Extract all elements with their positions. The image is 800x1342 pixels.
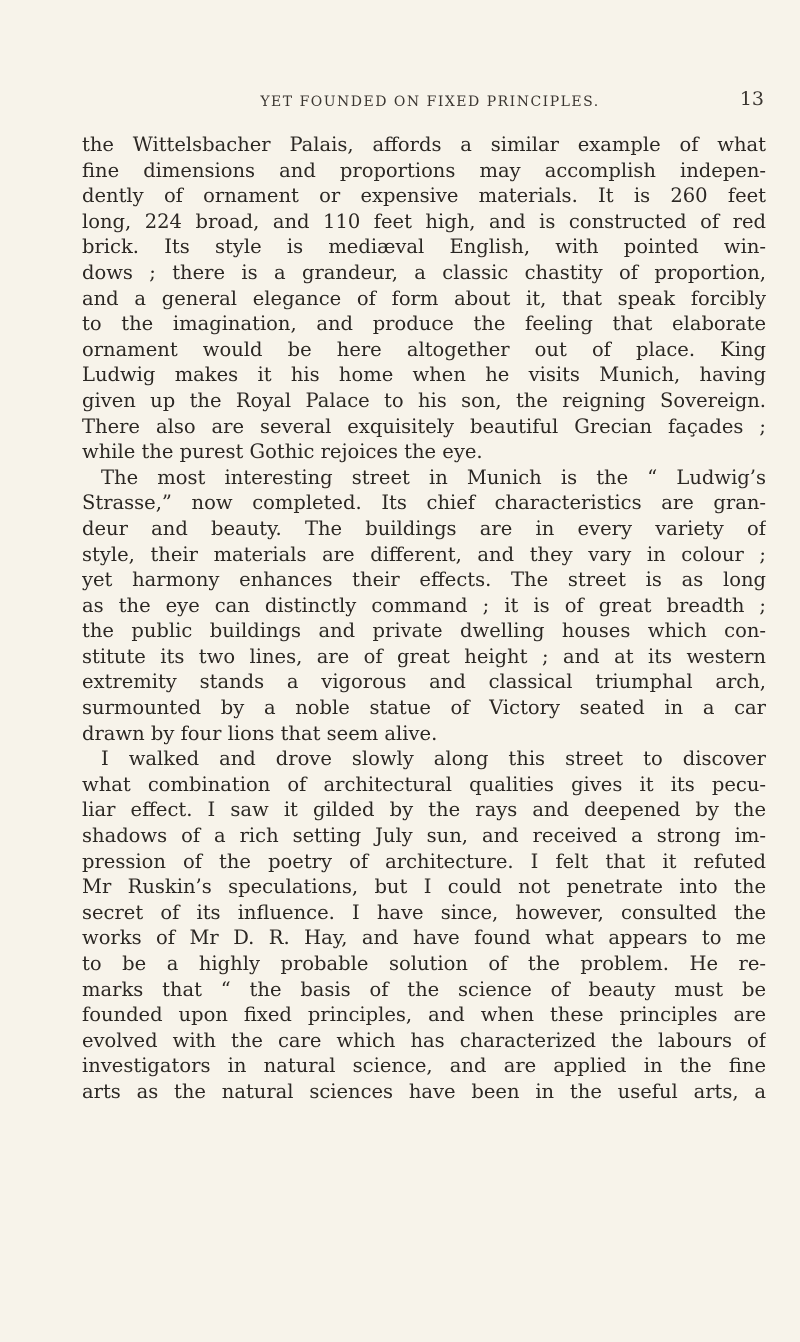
text-line: the public buildings and private dwelling houses which con-: [82, 619, 766, 643]
text-line: I walked and drove slowly along this street to discover: [101, 747, 766, 771]
text-line: pression of the poetry of architecture. I felt that it refuted: [82, 849, 766, 873]
text-line: surmounted by a noble statue of Victory seated in a car: [82, 696, 766, 720]
text-line: dows ; there is a grandeur, a classic chastity of proportion,: [82, 260, 766, 284]
text-line: founded upon fixed principles, and when these principles are: [82, 1003, 766, 1027]
text-line: to the imagination, and produce the feeling that elaborate: [82, 312, 766, 336]
text-line: the Wittelsbacher Palais, affords a similar example of what: [82, 133, 766, 156]
text-line: The most interesting street in Munich is the “ Ludwig’s: [101, 465, 766, 489]
running-head: YET FOUNDED ON FIXED PRINCIPLES.: [260, 94, 600, 110]
text-line: Mr Ruskin’s speculations, but I could not penetrate into the: [82, 875, 766, 899]
text-line: marks that “ the basis of the science of beauty must be: [82, 977, 766, 1001]
text-line: drawn by four lions that seem alive.: [82, 721, 438, 745]
text-line: extremity stands a vigorous and classical triumphal arch,: [82, 670, 766, 694]
text-line: ornament would be here altogether out of place. King: [82, 337, 766, 361]
text-line: stitute its two lines, are of great height ; and at its western: [82, 644, 766, 668]
text-line: deur and beauty. The buildings are in every variety of: [82, 516, 766, 540]
body-text: [82, 132, 766, 1105]
text-line: works of Mr D. R. Hay, and have found what appears to me: [82, 926, 766, 950]
text-line: arts as the natural sciences have been in the useful arts, a: [82, 1079, 766, 1103]
text-line: and a general elegance of form about it, that speak forcibly: [82, 286, 766, 310]
text-line: dently of ornament or expensive materials. It is 260 feet: [82, 184, 766, 208]
text-line: to be a highly probable solution of the problem. He re-: [82, 952, 766, 975]
text-line: Ludwig makes it his home when he visits Munich, having: [82, 363, 766, 387]
text-line: evolved with the care which has characterized the labours of: [82, 1028, 766, 1052]
page-number: 13: [739, 88, 764, 110]
text-line: fine dimensions and proportions may accomplish indepen-: [82, 158, 766, 182]
text-line: secret of its influence. I have since, however, consulted the: [82, 900, 766, 924]
text-line: while the purest Gothic rejoices the eye.: [82, 440, 483, 464]
text-line: investigators in natural science, and are applied in the fine: [82, 1054, 766, 1078]
text-line: style, their materials are different, and they vary in colour ;: [82, 542, 766, 566]
text-line: liar effect. I saw it gilded by the rays and deepened by the: [82, 798, 766, 822]
text-line: brick. Its style is mediæval English, with pointed win-: [82, 235, 766, 259]
text-line: Strasse,” now completed. Its chief characteristics are gran-: [82, 491, 766, 515]
text-line: yet harmony enhances their effects. The street is as long: [82, 568, 766, 592]
text-line: There also are several exquisitely beautiful Grecian façades ;: [82, 414, 766, 438]
text-line: given up the Royal Palace to his son, the reigning Sovereign.: [82, 388, 766, 412]
text-line: as the eye can distinctly command ; it is of great breadth ;: [82, 593, 766, 617]
text-line: what combination of architectural qualities gives it its pecu-: [82, 772, 766, 796]
text-line: shadows of a rich setting July sun, and received a strong im-: [82, 824, 766, 848]
text-line: long, 224 broad, and 110 feet high, and is constructed of red: [82, 209, 766, 233]
